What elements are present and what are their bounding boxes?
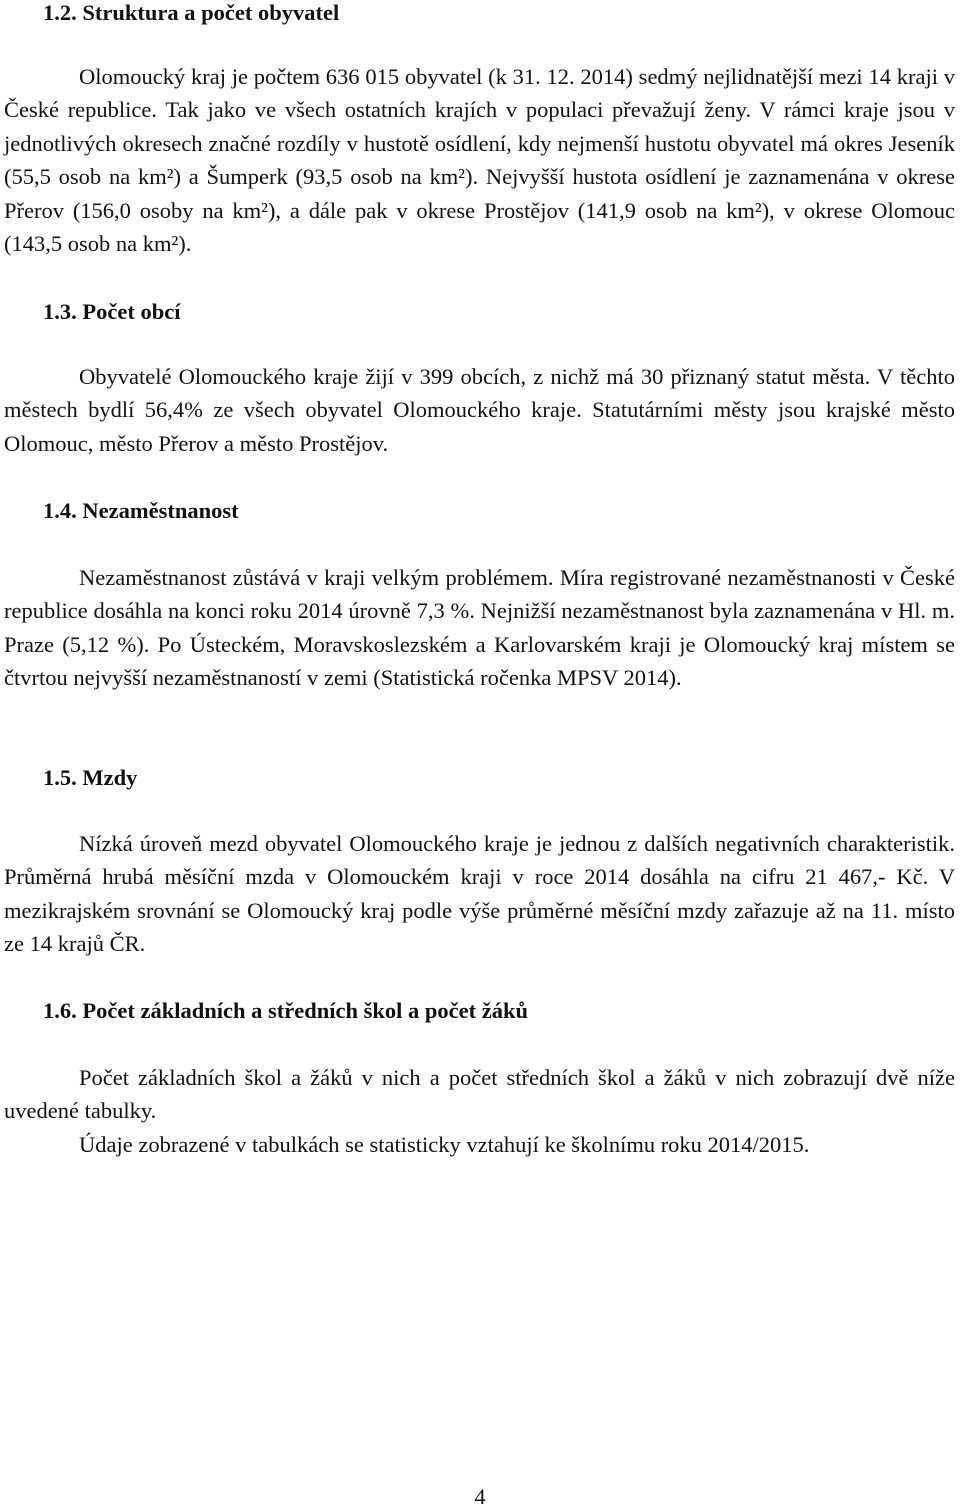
paragraph-nezamestnanost: Nezaměstnanost zůstává v kraji velkým problémem. Míra registrované nezaměstnanosti v České republice dosáhla na konci roku 2014 úrovně 7,3 %. Nejnižší nezaměstnanost byla zaznamenána v Hl. m. Praze (5,12 %). Po Ústeckém, Moravskoslezském a Karlovarském kraji je Olomoucký kraj místem se čtvrtou nejvyšší nezaměstnaností v zemi (Statistická ročenka MPSV 2014).	[4, 565, 955, 691]
paragraph-skoly: Počet základních škol a žáků v nich a počet středních škol a žáků v nich zobrazují dvě níže uvedené tabulky.	[4, 1065, 955, 1124]
paragraph-skoly-note: Údaje zobrazené v tabulkách se statisticky vztahují ke školnímu roku 2014/2015.	[79, 1132, 810, 1157]
page-number: 4	[474, 1484, 486, 1509]
section-heading-struktura: 1.2. Struktura a počet obyvatel	[43, 0, 340, 25]
section-heading-nezamestnanost: 1.4. Nezaměstnanost	[43, 498, 239, 523]
section-heading-skoly: 1.6. Počet základních a středních škol a počet žáků	[43, 998, 529, 1023]
paragraph-mzdy: Nízká úroveň mezd obyvatel Olomouckého kraje je jednou z dalších negativních charakteristik. Průměrná hrubá měsíční mzda v Olomouckém kraji v roce 2014 dosáhla na cifru 21 467,- Kč. V mezikrajském srovnání se Olomoucký kraj podle výše průměrné měsíční mzdy zařazuje až na 11. místo ze 14 krajů ČR.	[4, 831, 955, 957]
section-heading-pocet-obci: 1.3. Počet obcí	[43, 299, 181, 324]
section-heading-mzdy: 1.5. Mzdy	[43, 765, 138, 790]
paragraph-struktura: Olomoucký kraj je počtem 636 015 obyvatel (k 31. 12. 2014) sedmý nejlidnatější mezi 14 kraji v České republice. Tak jako ve všech ostatních krajích v populaci převažují ženy. V rámci kraje jsou v jednotlivých okresech značné rozdíly v hustotě osídlení, kdy nejmenší hustotu obyvatel má okres Jeseník (55,5 osob na km²) a Šumperk (93,5 osob na km²). Nejvyšší hustota osídlení je zaznamenána v okrese Přerov (156,0 osoby na km²), a dále pak v okrese Prostějov (141,9 osob na km²), v okrese Olomouc (143,5 osob na km²).	[4, 64, 955, 257]
paragraph-pocet-obci: Obyvatelé Olomouckého kraje žijí v 399 obcích, z nichž má 30 přiznaný statut města. V těchto městech bydlí 56,4% ze všech obyvatel Olomouckého kraje. Statutárními městy jsou krajské město Olomouc, město Přerov a město Prostějov.	[4, 364, 955, 456]
